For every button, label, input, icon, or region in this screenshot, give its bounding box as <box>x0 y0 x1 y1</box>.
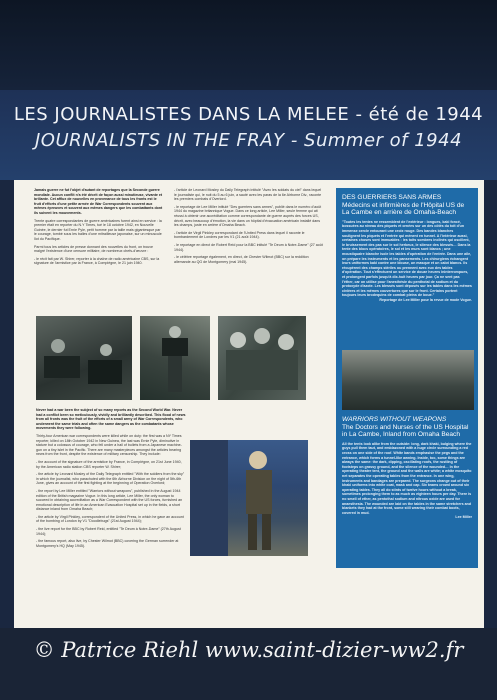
photo-soldiers-figures <box>218 316 306 400</box>
photo-hospital-tent <box>342 350 474 410</box>
box-title-english: WARRIORS WITHOUT WEAPONS <box>342 416 447 423</box>
french-list-column <box>174 188 324 267</box>
english-intro-column <box>36 408 186 551</box>
french-intro-lead: Jamais guerre ne fut l'objet d'autant de reportages que la Seconde guerre mondiale. Aucun conflit n'a été décrit de façon aussi minutieuse, vivante et brillante. Cet afflux de nouvelles en provenance de tous les fronts est le fruit d'efforts d'une petite armée de War Correspondents souvent aux mêmes épreuves et souvent aux mêmes dangers que les combattants dont ils suivent les mouvements. <box>34 188 163 215</box>
english-intro-p5: - the report by Lee Miller entitled "Warriors without weapons", published in the August 1944 edition of the British magazine Vogue. In this long article, Lee Miller, the only woman to succeed in obtaining accreditation as a War Correspondent with the US forces, furnished an emotional description of life in an American Evacuation Hospital set up in the fields, a short distance inland from Omaha Beach; <box>36 488 183 512</box>
photo-correspondents-typing <box>36 316 132 400</box>
box-body-english: All the tents look alike from the outside: long, dark khaki, bulging where the guys pull them taut, and emblazoned with a huge circle surrounding a red cross on one side of the roof. White bands emphasise the pegs and the entrance, which forms a tunnel-like awning. Inside, too, some things are always the same: the dark, dipping, oscillating roofs, the rustling of footsteps on grassy ground, and the silence of the wounded… In the operating theatre tent, the ground and the walls are white; a white mosquito net separates the operating tables from the entrance. In one wing, instruments and bandages are prepared. The surgeons change out of their khaki uniforms into white coat, mask and cap. Six teams crowd around six operating tables. They all do stints of twelve hours without a break, sometimes prolonging them to as much as eighteen hours per day. There is no smell of ether, as pentothal sodium and nitrous oxide are used for anaesthesia. The wounded are laid on the tables in the same stretchers and blankets they had at the front, some still wearing their combat boots, covered in mud. <box>342 441 472 515</box>
photo-cameraman <box>140 316 210 400</box>
english-intro-lead: Never had a war been the subject of so many reports as the Second World War. Never had a conflict been so meticulously, vividly and brilliantly described. This flood of news from all fronts was the fruit of the efforts of a small army of War Correspondents, who underwent the same trials and often the same dangers as the combatants whose movements they were following. <box>36 408 186 431</box>
french-list-p1: - l'article de Leonard Mosley du Daily Telegraph intitulé "Avec les soldats du ciel" dans lequel le journaliste qui, le nuit du 5 au 6 juin, a sauté avec les paras de la 6e Airborne Div., raconte les premiers combats d'Overlord. <box>174 188 322 202</box>
photo-portrait-figure <box>190 440 308 556</box>
english-intro-p8: - the famous report, also live, by Chester Wilmot (BBC) covering the German surrender at Montgomery's HQ (May 1945). <box>36 539 179 548</box>
box-subtitle-french: Médecins et infirmières de l'Hôpital US de La Cambe en arrière de Omaha-Beach <box>342 201 465 217</box>
photo-credit: © Patrice Riehl www.saint-dizier-ww2.fr <box>33 638 464 662</box>
french-intro-p2: Trente quatre correspondantes de guerre américaines furent ainsi en service : la premier était en reporter du N.Y Times, tué le 18 octobre 1942, en Nouvelle Guinée, le dernier fut Ernie Pyle, petit homme par la taille mais gigantesque par le courage, tombé sous les balles d'une mitrailleuse japonaise, sur un minuscule îlot du Pacifique. <box>34 218 162 241</box>
english-intro-p2: Thirty-four American war correspondents were killed while on duty: the first was a NY Times reporter, killed on 18th October 1942 in New Guinea, the last was Ernie Pyle, diminutive in stature but a colossus of courage, who fell under a hail of bullets from a Japanese machine-gun on a tiny islet in the Pacific. There are many masterpieces amongst the articles bearing news from the front, despite the existence of military censorship. They include: <box>36 433 182 457</box>
photo-correspondents-figures <box>36 316 132 400</box>
photo-lee-miller-portrait <box>190 440 308 556</box>
top-dark-area <box>0 0 497 90</box>
french-list-p5: - le célèbre reportage également, en direct, de Chester Wilmot (BBC) sur la reddition allemande au QG de Montgomery (mai 1945). <box>174 255 309 264</box>
french-list-p2: - le reportage de Lee Miller intitulé "Des guerriers sans armes", publié dans le numéro d'août 1944 du magazine britannique Vogue. Dans ce long article, Lee Miller, seule femme qui ait réussi à obtenir une accréditation comme correspondante de guerre auprès des forces US, décrit, avec beaucoup d'émotion, la vie dans un hôpital d'évacuation américain installé dans les champs, juste en arrière d'Omaha Beach. <box>174 204 322 228</box>
french-intro-p3: Parmi tous les articles de presse donnant des nouvelles du front, on trouve malgré l'existence d'une censure militaire, de nombreux chefs-d'œuvre : <box>34 244 154 254</box>
box-body-french: "Toutes les tentes ne ressemblent de l'extérieur : longues, kaki foncé, bossuées au niveau des piquets et ornées sur un des côtés du toit d'un immense cercle entourant une croix rouge. Des bandes blanches soulignent les piquets et l'entrée qui mènent en tunnel. A l'intérieur aussi, certaines choses sont immuables : les toits sombres inclinés qui oscillent, le bruissement des pas sur le sol herbeux, le silence des blessés… Dans la tente des blocs opératoires, le sol et les murs sont blancs ; une moustiquaire blanche isole les tables d'opération de l'entrée. Dans une aile, on prépare les instruments et les pansements. Les chirurgiens échangent leurs uniformes kaki contre une blouse, un masque et un calot blancs. Ils récupèrent des champs stériles ou prennent avec eux des tables d'opération. Tout s'effectuent un service de douze heures ininterrompues, et prolongent parfois jusqu'à dix-huit heures par jour. Ça ne sent pas l'éther, car on utilise pour l'anesthésie du penthotal de sodium et du protoxyde d'azote. Les blessés sont déposés sur les tables dans les mêmes civières et les mêmes couvertures que sur le front. Certains portent toujours leurs brodequins de combat pleins de boue." <box>342 219 472 298</box>
french-list-p3: - l'article de Virgil Pinkley correspondant de l'United Press dans lequel il raconte le bombardement de Londres par les V1 (21 août 1944). <box>174 230 305 240</box>
english-intro-p4: - the article by Leonard Mosley of the Daily Telegraph entitled "With the soldiers from the sky" in which the journalist, who parachuted with the 6th Airborne Division on the night of 5th-6th June, gives an account of the first fighting at the beginning of Operation Overlord; <box>36 472 185 486</box>
box-signature-english: Lee Miller <box>455 515 472 520</box>
box-subtitle-english: The Doctors and Nurses of the US Hospital in La Cambe, Inland from Omaha Beach <box>342 423 469 439</box>
english-intro-p6: - the article by Virgil Pinkley, correspondent of the United Press, in which he gave an account of the bombing of London by V1 "Doodlebugs" (21st August 1944); <box>36 514 184 524</box>
title-french: LES JOURNALISTES DANS LA MELEE - été de 1944 <box>13 104 484 125</box>
english-intro-p7: - the live report for the BBC by Robert Reid, entitled "Te Deum à Notre-Dame" (27th August 1944); <box>36 527 181 536</box>
photo-soldiers-group <box>218 316 306 400</box>
french-list-p4: - le reportage en direct de Robert Reid pour la BBC intitulé "Te Deum à Notre-Dame" (27 août 1944). <box>174 242 323 252</box>
box-signature-french: Reportage de Lee Miller pour la revue de mode Vogue. <box>379 297 472 302</box>
title-english: JOURNALISTS IN THE FRAY - Summer of 1944 <box>34 130 463 151</box>
box-title-french: DES GUERRIERS SANS ARMES <box>342 194 442 201</box>
english-intro-p3: - the account of the signature of the armistice by France, in Compiègne, on 21st June 1940, by the American radio station CBS reporter W. Shirer; <box>36 459 182 469</box>
french-intro-column <box>34 188 164 269</box>
french-intro-p4: - le récit fait par W. Shirer, reporter à la chaîne de radio américaine CBS, sur la signature de l'armistice par la France, à Compiègne, le 21 juin 1940. <box>34 256 160 266</box>
photo-cameraman-figure <box>140 316 210 400</box>
